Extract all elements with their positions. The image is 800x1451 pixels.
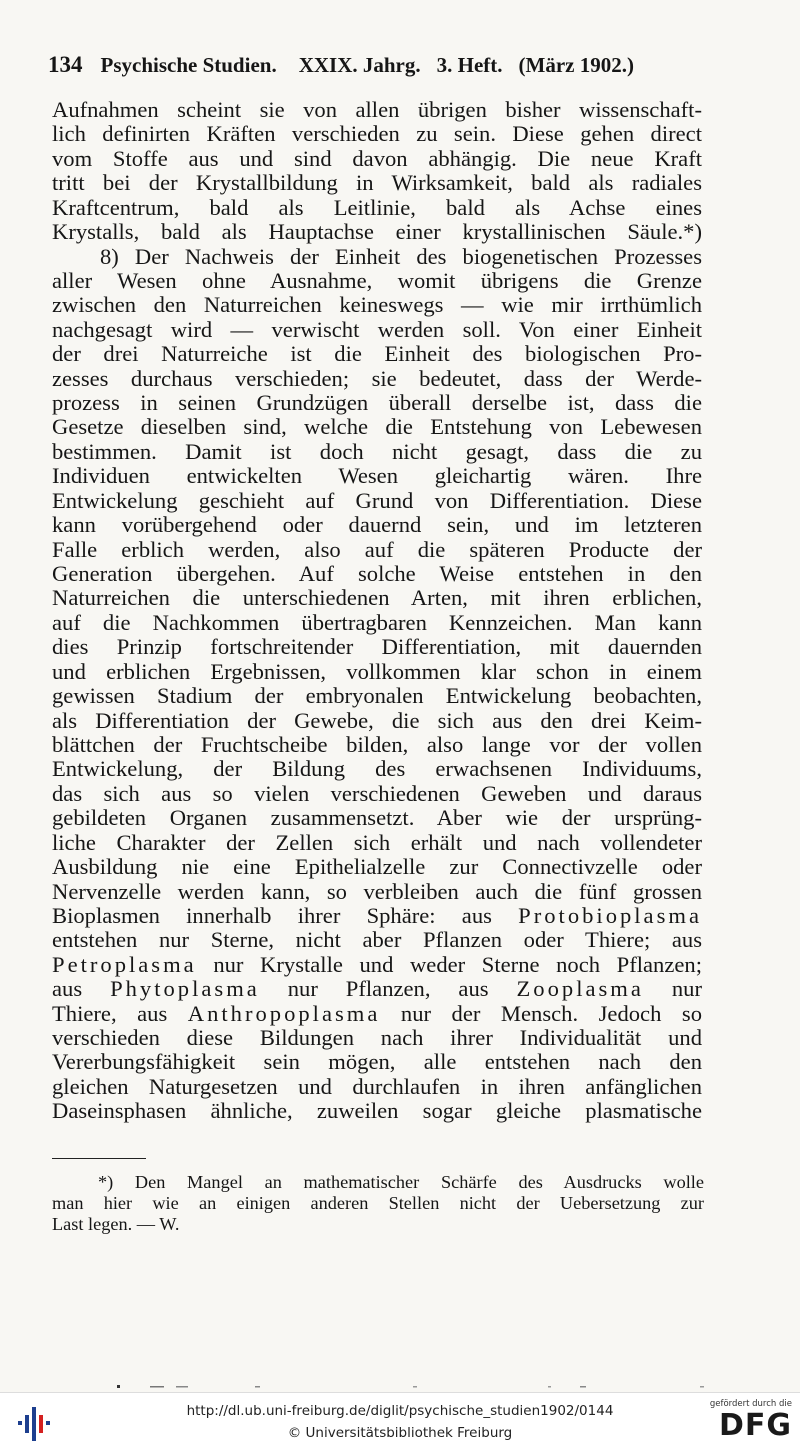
viewer-footer: [0, 1392, 800, 1451]
body-line: prozess in seinen Grundzügen überall derselbe ist, dass die: [52, 390, 702, 416]
body-line: Thiere, aus Anthropoplasma nur der Mensch. Jedoch so: [52, 1000, 702, 1026]
body-line: liche Charakter der Zellen sich erhält und nach vollendeter: [52, 829, 702, 855]
body-line: aus Phytoplasma nur Pflanzen, aus Zooplasma nur: [52, 976, 702, 1002]
body-line: verschieden diese Bildungen nach ihrer Individualität und: [52, 1025, 702, 1051]
body-line: Naturreichen die unterschiedenen Arten, mit ihren erblichen,: [52, 585, 702, 611]
body-line: dies Prinzip fortschreitender Differentiation, mit dauernden: [52, 634, 702, 660]
body-line: Falle erblich werden, also auf die späteren Producte der: [52, 536, 702, 562]
body-line: als Differentiation der Gewebe, die sich aus den drei Keim-: [52, 707, 702, 733]
body-line: Petroplasma nur Krystalle und weder Sterne noch Pflanzen;: [52, 951, 702, 977]
copyright-notice: © Universitätsbibliothek Freiburg: [287, 1425, 513, 1441]
footnote-line: man hier wie an einigen anderen Stellen nicht der Uebersetzung zur: [52, 1193, 704, 1213]
issue-date: (März 1902.): [518, 53, 634, 77]
body-line: der drei Naturreiche ist die Einheit des biologischen Pro-: [52, 341, 702, 367]
running-header: [48, 52, 708, 80]
page-number: 134: [48, 52, 83, 77]
body-line: tritt bei der Krystallbildung in Wirksamkeit, bald als radiales: [52, 170, 702, 196]
body-line: kann vorübergehend oder dauernd sein, und im letzteren: [52, 512, 702, 538]
dfg-funding-note: gefördert durch die: [709, 1399, 792, 1409]
dfg-logo: [700, 1399, 792, 1447]
footnote-line: Last legen. — W.: [52, 1214, 180, 1234]
body-line: Bioplasmen innerhalb ihrer Sphäre: aus Protobioplasma: [52, 902, 702, 928]
body-line: aller Wesen ohne Ausnahme, womit übrigens die Grenze: [52, 267, 702, 293]
body-line: gebildeten Organen zusammensetzt. Aber wie der ursprüng-: [52, 805, 702, 831]
body-line: Aufnahmen scheint sie von allen übrigen bisher wissenschaft-: [52, 97, 702, 122]
body-line: auf die Nachkommen übertragbaren Kennzeichen. Man kann: [52, 609, 702, 635]
scan-specks: [0, 1380, 800, 1392]
body-line: bestimmen. Damit ist doch nicht gesagt, dass die zu: [52, 438, 702, 464]
dfg-wordmark: DFG: [718, 1408, 792, 1443]
body-line: und erblichen Ergebnissen, vollkommen klar schon in einem: [52, 658, 702, 684]
body-line: zesses durchaus verschieden; sie bedeutet, dass der Werde-: [52, 365, 702, 391]
issue-label: 3. Heft.: [436, 53, 503, 77]
body-line: vom Stoffe aus und sind davon abhängig. Die neue Kraft: [52, 145, 702, 171]
body-line: Ausbildung nie eine Epithelialzelle zur Connectivzelle oder: [52, 854, 702, 880]
body-line: zwischen den Naturreichen keineswegs — wie mir irrthümlich: [52, 292, 702, 318]
footnote-line: *) Den Mangel an mathematischer Schärfe des Ausdrucks wolle: [98, 1172, 704, 1192]
body-line: Individuen entwickelten Wesen gleichartig wären. Ihre: [52, 463, 702, 489]
body-line: Nervenzelle werden kann, so verbleiben auch die fünf grossen: [52, 878, 702, 904]
body-line: Generation übergehen. Auf solche Weise entstehen in den: [52, 561, 702, 587]
body-line: lich definirten Kräften verschieden zu sein. Diese gehen direct: [52, 121, 702, 147]
volume-label: XXIX. Jahrg.: [298, 53, 421, 77]
body-line: Vererbungsfähigkeit sein mögen, alle entstehen nach den: [52, 1049, 702, 1075]
body-line: nachgesagt wird — verwischt werden soll. Von einer Einheit: [52, 316, 702, 342]
footnote: [52, 1172, 704, 1235]
journal-title: Psychische Studien.: [100, 53, 277, 77]
body-line: das sich aus so vielen verschiedenen Geweben und daraus: [52, 780, 702, 806]
body-line: Entwickelung, der Bildung des erwachsenen Individuums,: [52, 756, 702, 782]
body-line: Daseinsphasen ähnliche, zuweilen sogar gleiche plasmatische: [52, 1098, 702, 1124]
body-line: Krystalls, bald als Hauptachse einer krystallinischen Säule.*): [52, 219, 702, 245]
body-line: 8) Der Nachweis der Einheit des biogenetischen Prozesses: [100, 243, 702, 269]
footnote-rule: [52, 1158, 146, 1159]
body-text: [52, 98, 702, 1124]
body-line: entstehen nur Sterne, nicht aber Pflanzen oder Thiere; aus: [52, 927, 702, 953]
body-line: blättchen der Fruchtscheibe bilden, also lange vor der vollen: [52, 731, 702, 757]
body-line: gewissen Stadium der embryonalen Entwickelung beobachten,: [52, 683, 702, 709]
body-line: Kraftcentrum, bald als Leitlinie, bald als Achse eines: [52, 194, 702, 220]
body-line: gleichen Naturgesetzen und durchlaufen in ihren anfänglichen: [52, 1073, 702, 1099]
body-line: Entwickelung geschieht auf Grund von Differentiation. Diese: [52, 487, 702, 513]
body-line: Gesetze dieselben sind, welche die Entstehung von Lebewesen: [52, 414, 702, 440]
permalink-url[interactable]: http://dl.ub.uni-freiburg.de/diglit/psychische_studien1902/0144: [186, 1403, 614, 1419]
